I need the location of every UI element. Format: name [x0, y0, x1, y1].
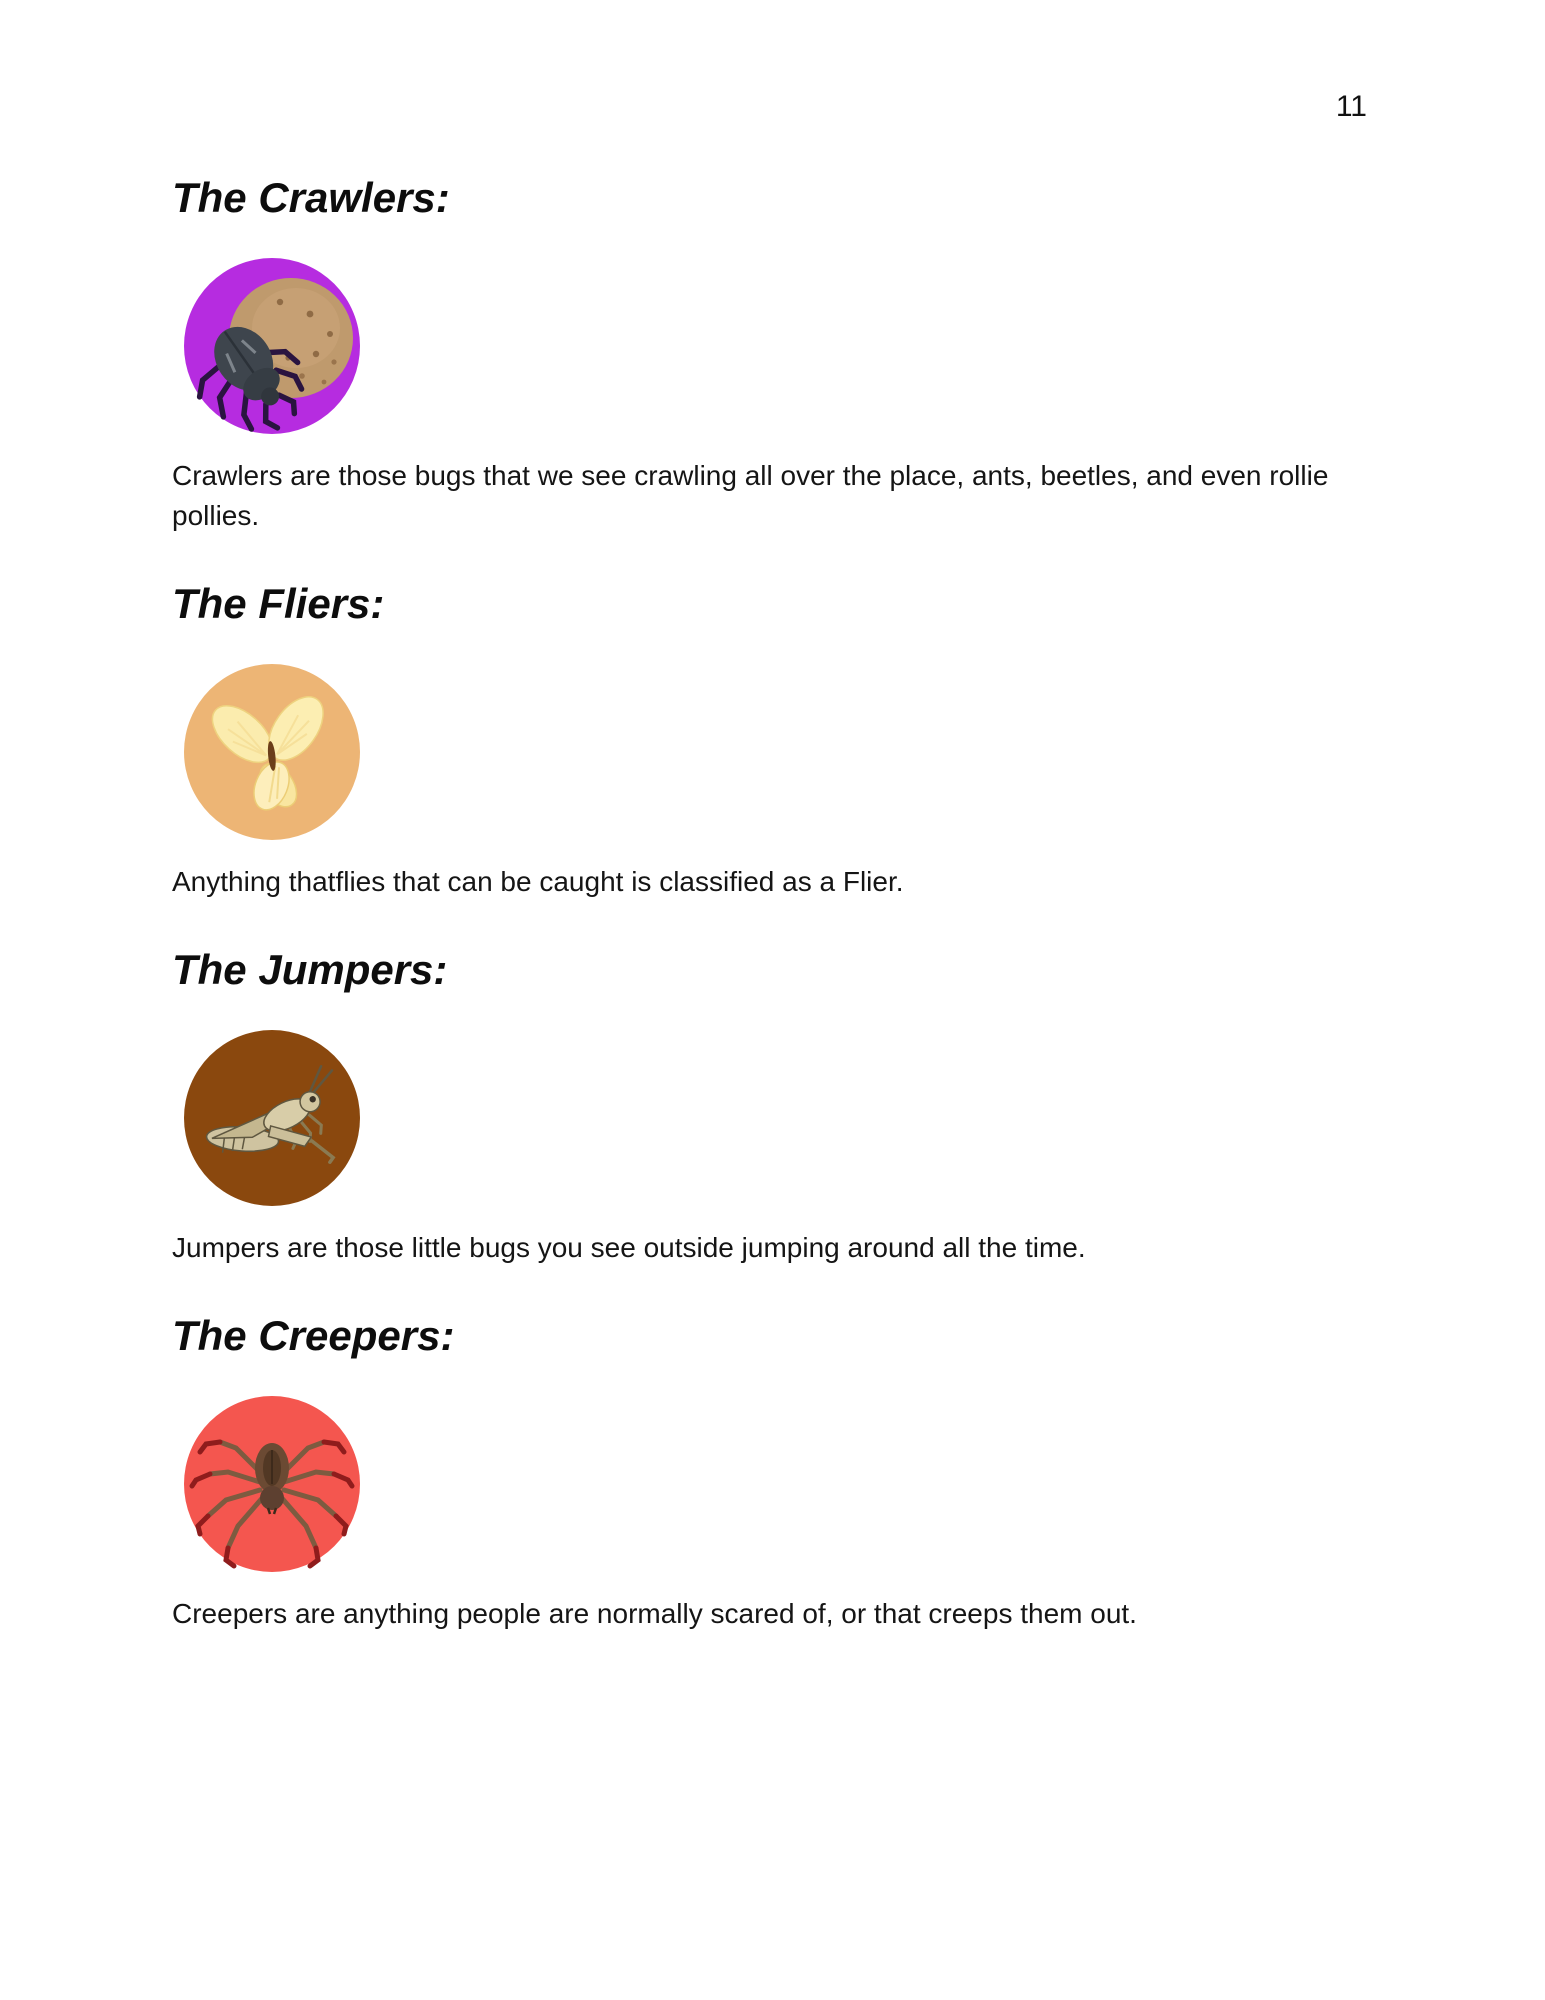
- section-fliers: [172, 578, 1432, 902]
- creepers-heading: The Creepers:: [172, 1312, 455, 1359]
- spider-icon: [184, 1396, 360, 1572]
- document-content: [172, 172, 1432, 1676]
- section-creepers: [172, 1310, 1432, 1634]
- dung-beetle-icon: [184, 258, 360, 434]
- crawlers-image: [184, 258, 360, 434]
- fliers-image: [184, 664, 360, 840]
- creepers-description: Creepers are anything people are normally scared of, or that creeps them out.: [172, 1598, 1137, 1629]
- jumpers-description: Jumpers are those little bugs you see outside jumping around all the time.: [172, 1232, 1086, 1263]
- fliers-heading: The Fliers:: [172, 580, 385, 627]
- fliers-description: Anything thatflies that can be caught is classified as a Flier.: [172, 866, 904, 897]
- section-crawlers: [172, 172, 1432, 536]
- jumpers-heading: The Jumpers:: [172, 946, 448, 993]
- butterfly-icon: [184, 664, 360, 840]
- jumpers-image: [184, 1030, 360, 1206]
- page-number: 11: [1335, 90, 1367, 123]
- crawlers-heading: The Crawlers:: [172, 174, 450, 221]
- section-jumpers: [172, 944, 1432, 1268]
- creepers-image: [184, 1396, 360, 1572]
- grasshopper-icon: [184, 1030, 360, 1206]
- crawlers-description: Crawlers are those bugs that we see crawling all over the place, ants, beetles, and even rollie pollies.: [172, 460, 1329, 531]
